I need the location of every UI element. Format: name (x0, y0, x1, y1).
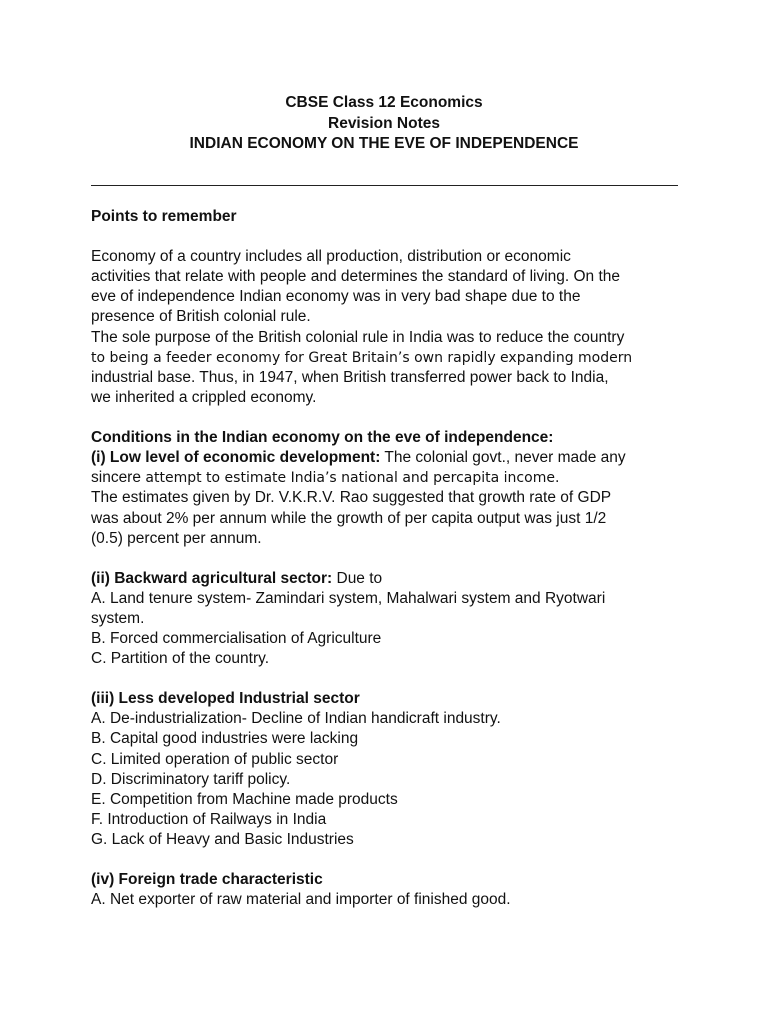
section-title: (ii) Backward agricultural sector: (91, 569, 333, 587)
document-title-line-1: CBSE Class 12 Economics (285, 94, 483, 111)
section-text: sincere (91, 469, 141, 487)
list-item: C. Partition of the country. (91, 650, 270, 668)
section-industrial-sector (91, 689, 691, 851)
section-text: was about 2% per annum while the growth of per capita output was just 1/2 (91, 509, 607, 527)
list-item: G. Lack of Heavy and Basic Industries (91, 831, 354, 849)
paragraph-line: eve of independence Indian economy was in very bad shape due to the (91, 288, 581, 306)
list-item: A. Net exporter of raw material and importer of finished good. (91, 891, 511, 909)
section-low-development (91, 448, 691, 549)
paragraph-line: we inherited a crippled economy. (91, 389, 317, 407)
document-title-line-2: Revision Notes (328, 114, 440, 132)
list-item: system. (91, 609, 145, 627)
intro-paragraph-2 (91, 328, 691, 409)
section-backward-agriculture (91, 569, 691, 670)
paragraph-line: presence of British colonial rule. (91, 308, 311, 326)
paragraph-line: activities that relate with people and determines the standard of living. On the (91, 267, 621, 285)
list-item: A. Land tenure system- Zamindari system, Mahalwari system and Ryotwari (91, 589, 606, 607)
document-body (91, 207, 691, 911)
section-text: The colonial govt., never made any (380, 449, 626, 467)
paragraph-line: Economy of a country includes all production, distribution or economic (91, 247, 571, 265)
section-title: (iii) Less developed Industrial sector (91, 690, 360, 708)
horizontal-divider (91, 185, 678, 186)
list-item: E. Competition from Machine made products (91, 791, 398, 809)
document-title-block (0, 93, 768, 155)
paragraph-line: The sole purpose of the British colonial rule in India was to reduce the country (91, 328, 625, 346)
list-item: B. Forced commercialisation of Agriculture (91, 630, 382, 648)
section-foreign-trade (91, 870, 691, 910)
section-title: (i) Low level of economic development: (91, 449, 381, 467)
points-heading: Points to remember (91, 208, 237, 225)
document-title-line-3: INDIAN ECONOMY ON THE EVE OF INDEPENDENCE (189, 135, 579, 152)
list-item: A. De-industrialization- Decline of Indian handicraft industry. (91, 710, 501, 728)
section-title: (iv) Foreign trade characteristic (91, 871, 323, 889)
intro-paragraph-1 (91, 247, 691, 328)
section-text: Due to (332, 569, 383, 587)
paragraph-line: to being a feeder economy for Great Britain’s own rapidly expanding modern (91, 349, 633, 366)
conditions-heading: Conditions in the Indian economy on the eve of independence: (91, 428, 554, 446)
list-item: C. Limited operation of public sector (91, 750, 339, 768)
list-item: D. Discriminatory tariff policy. (91, 770, 291, 788)
list-item: B. Capital good industries were lacking (91, 730, 359, 748)
list-item: F. Introduction of Railways in India (91, 811, 327, 829)
section-text: attempt to estimate India’s national and percapita income. (140, 470, 560, 487)
section-text: (0.5) percent per annum. (91, 529, 262, 547)
section-text: The estimates given by Dr. V.K.R.V. Rao suggested that growth rate of GDP (91, 489, 612, 507)
paragraph-line: industrial base. Thus, in 1947, when British transferred power back to India, (91, 368, 609, 386)
